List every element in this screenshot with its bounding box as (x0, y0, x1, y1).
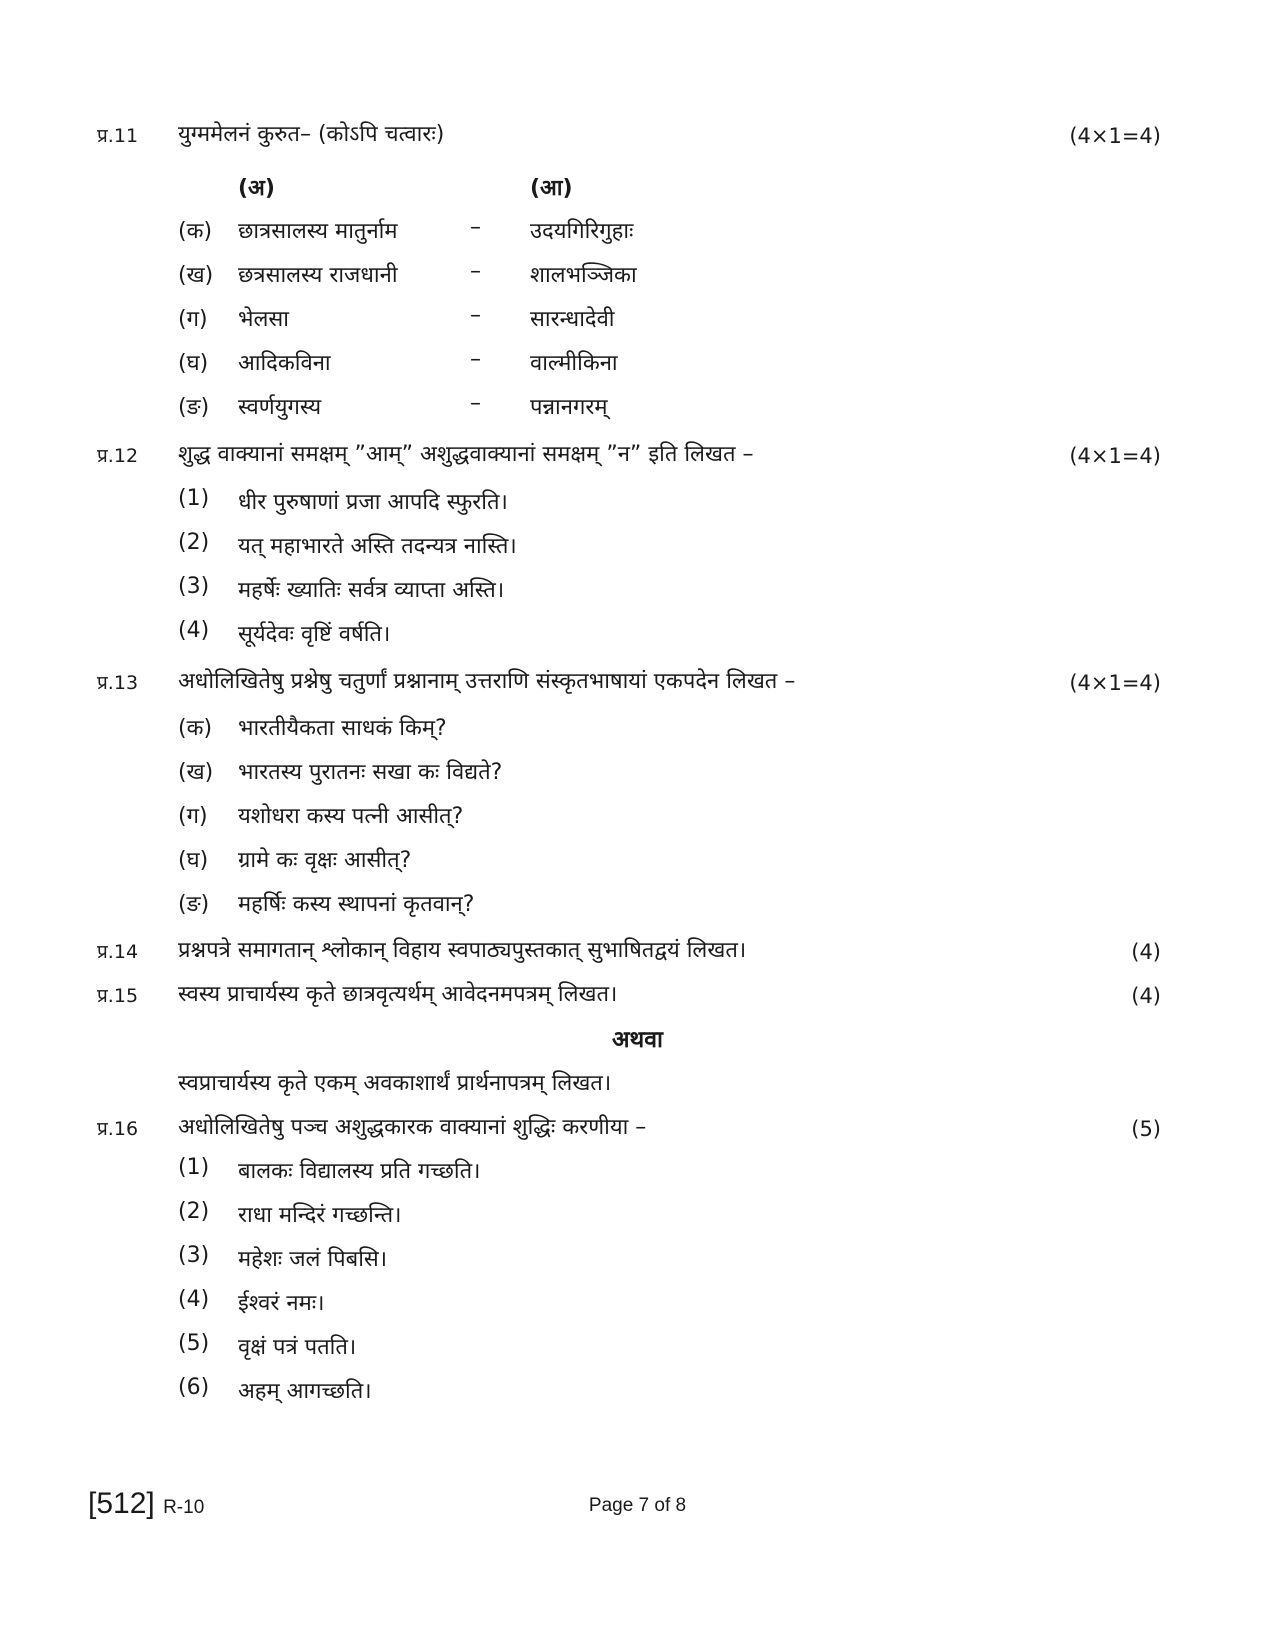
item-text: यत् महाभारते अस्ति तदन्यत्र नास्ति। (238, 534, 517, 559)
marks: (5) (1131, 1117, 1161, 1141)
item-label: (3) (178, 1243, 210, 1268)
question-text: अधोलिखितेषु प्रश्नेषु चतुर्णां प्रश्नानाम् उत्तराणि संस्कृतभाषायां एकपदेन लिखत – (178, 669, 796, 694)
match-left: छात्रसालस्य मातुर्नाम (238, 219, 398, 244)
item-text: अहम् आगच्छति। (238, 1379, 372, 1404)
item-text: महर्षिः कस्य स्थापनां कृतवान्? (238, 892, 475, 917)
marks: (4×1=4) (1069, 444, 1161, 468)
question-number: प्र.15 (97, 985, 139, 1007)
match-dash: – (470, 303, 481, 328)
paper-series: R-10 (163, 1497, 205, 1518)
item-label: (ग) (178, 307, 208, 332)
item-text: यशोधरा कस्य पत्नी आसीत्? (238, 804, 464, 829)
marks: (4×1=4) (1069, 671, 1161, 695)
item-label: (4) (178, 618, 210, 643)
item-text: बालकः विद्यालस्य प्रति गच्छति। (238, 1159, 481, 1184)
item-label: (3) (178, 574, 210, 599)
match-dash: – (470, 347, 481, 372)
item-label: (घ) (178, 848, 209, 873)
item-label: (6) (178, 1375, 210, 1400)
item-label: (2) (178, 1199, 210, 1224)
item-label: (ख) (178, 263, 214, 288)
page-number: Page 7 of 8 (588, 1495, 687, 1516)
question-number: प्र.13 (97, 672, 139, 694)
item-text: ईश्वरं नमः। (238, 1291, 325, 1316)
item-label: (क) (178, 219, 213, 244)
match-dash: – (470, 259, 481, 284)
item-text: वृक्षं पत्रं पतति। (238, 1335, 357, 1360)
question-text: स्वस्य प्राचार्यस्य कृते छात्रवृत्यर्थम् आवेदनमपत्रम् लिखत। (178, 982, 618, 1007)
match-right: सारन्धादेवी (530, 307, 615, 332)
question-text: प्रश्नपत्रे समागतान् श्लोकान् विहाय स्वपाठ्यपुस्तकात् सुभाषितद्वयं लिखत। (178, 938, 747, 963)
match-left: आदिकविना (238, 351, 331, 376)
item-label: (ग) (178, 804, 208, 829)
item-label: (घ) (178, 351, 209, 376)
item-label: (क) (178, 716, 213, 741)
marks: (4) (1131, 940, 1161, 964)
match-left: स्वर्णयुगस्य (238, 395, 322, 420)
question-text: युग्ममेलनं कुरुत– (कोऽपि चत्वारः) (178, 122, 445, 147)
marks: (4×1=4) (1069, 124, 1161, 148)
match-dash: – (470, 391, 481, 416)
question-number: प्र.12 (97, 445, 139, 467)
marks: (4) (1131, 984, 1161, 1008)
item-text: राधा मन्दिरं गच्छन्ति। (238, 1203, 402, 1228)
item-label: (1) (178, 486, 210, 511)
column-heading-b: (आ) (530, 176, 573, 201)
item-label: (1) (178, 1155, 210, 1180)
match-right: पन्नानगरम् (530, 395, 608, 420)
item-text: महर्षेः ख्यातिः सर्वत्र व्याप्ता अस्ति। (238, 578, 505, 603)
item-label: (ङ) (178, 395, 210, 420)
or-heading: अथवा (611, 1027, 663, 1053)
item-label: (ख) (178, 760, 214, 785)
item-label: (5) (178, 1331, 210, 1356)
question-number: प्र.14 (97, 941, 139, 963)
item-text: सूर्यदेवः वृष्टिं वर्षति। (238, 622, 391, 647)
item-text: धीर पुरुषाणां प्रजा आपदि स्फुरति। (238, 490, 508, 515)
match-left: भेलसा (238, 307, 289, 332)
column-heading-a: (अ) (238, 176, 275, 201)
alternative-question-text: स्वप्राचार्यस्य कृते एकम् अवकाशार्थं प्रार्थनापत्रम् लिखत। (178, 1071, 612, 1096)
question-text: अधोलिखितेषु पञ्च अशुद्धकारक वाक्यानां शुद्धिः करणीया – (178, 1115, 647, 1140)
match-right: वाल्मीकिना (530, 351, 618, 376)
match-left: छत्रसालस्य राजधानी (238, 263, 398, 288)
question-number: प्र.16 (97, 1118, 139, 1140)
item-text: ग्रामे कः वृक्षः आसीत्? (238, 848, 412, 873)
match-right: उदयगिरिगुहाः (530, 219, 634, 244)
item-label: (ङ) (178, 892, 210, 917)
item-text: महेशः जलं पिबसि। (238, 1247, 388, 1272)
item-text: भारतीयैकता साधकं किम्? (238, 716, 447, 741)
item-text: भारतस्य पुरातनः सखा कः विद्यते? (238, 760, 503, 785)
match-dash: – (470, 215, 481, 240)
question-number: प्र.11 (97, 125, 139, 147)
item-label: (4) (178, 1287, 210, 1312)
question-text: शुद्ध वाक्यानां समक्षम् ”आम्” अशुद्धवाक्यानां समक्षम् ”न” इति लिखत – (178, 442, 754, 467)
paper-code-number: [512] (88, 1487, 155, 1520)
item-label: (2) (178, 530, 210, 555)
match-right: शालभञ्जिका (530, 263, 637, 288)
